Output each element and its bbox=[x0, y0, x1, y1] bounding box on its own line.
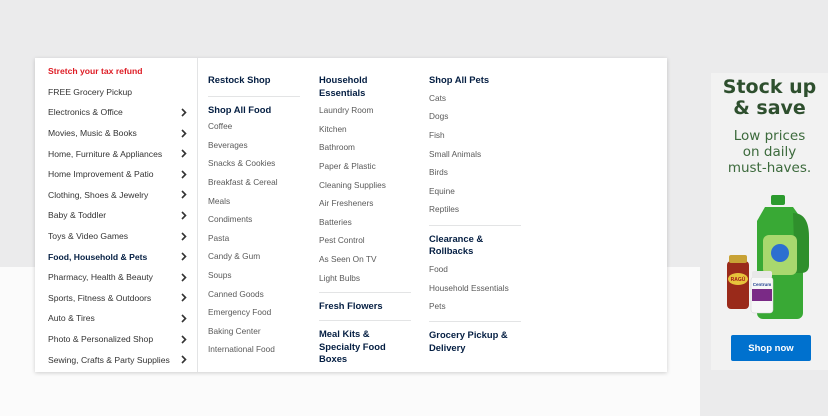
link-meals[interactable]: Meals bbox=[208, 195, 231, 206]
link-pasta[interactable]: Pasta bbox=[208, 232, 230, 243]
link-bathroom[interactable]: Bathroom bbox=[319, 142, 355, 153]
nav-item-label: Auto & Tires bbox=[48, 313, 95, 324]
nav-item-toys-and-video-games[interactable] bbox=[35, 226, 197, 247]
promo-ad[interactable] bbox=[711, 73, 828, 370]
link-reptiles[interactable]: Reptiles bbox=[429, 204, 459, 215]
nav-item-label: Sports, Fitness & Outdoors bbox=[48, 292, 152, 303]
nav-item-label: Photo & Personalized Shop bbox=[48, 334, 154, 345]
divider bbox=[208, 96, 300, 97]
sauce-jar-text: RAGÚ bbox=[730, 277, 746, 283]
divider bbox=[319, 292, 411, 293]
chevron-right-icon bbox=[180, 107, 188, 117]
shop-all-pets-heading[interactable]: Shop All Pets bbox=[429, 74, 490, 85]
link-paper-and-plastic[interactable]: Paper & Plastic bbox=[319, 161, 376, 172]
nav-item-pharmacy-health-and-beauty[interactable] bbox=[35, 267, 197, 288]
fresh-flowers-heading[interactable]: Fresh Flowers bbox=[319, 299, 383, 311]
divider bbox=[429, 321, 521, 322]
link-coffee[interactable]: Coffee bbox=[208, 121, 233, 132]
ad-sub-line-3: must-haves. bbox=[727, 160, 812, 176]
chevron-right-icon bbox=[180, 169, 188, 179]
column-pets bbox=[429, 58, 521, 354]
ad-headline bbox=[711, 77, 828, 119]
nav-item-home-furniture-and-appliances[interactable] bbox=[35, 143, 197, 164]
divider bbox=[319, 320, 411, 321]
link-as-seen-on-tv[interactable]: As Seen On TV bbox=[319, 254, 377, 265]
ad-headline-line-1: Stock up bbox=[722, 76, 817, 98]
clearance-links bbox=[429, 260, 521, 316]
household-essentials-heading[interactable]: Household Essentials bbox=[319, 74, 368, 98]
ad-sub-line-1: Low prices bbox=[733, 128, 806, 144]
sauce-jar-lid bbox=[729, 255, 747, 263]
shop-now-button[interactable]: Shop now bbox=[731, 335, 811, 361]
nav-item-auto-and-tires[interactable] bbox=[35, 308, 197, 329]
vitamin-bottle-label bbox=[752, 289, 772, 301]
nav-item-food-household-and-pets[interactable] bbox=[35, 246, 197, 267]
link-air-fresheners[interactable]: Air Fresheners bbox=[319, 198, 374, 209]
link-cats[interactable]: Cats bbox=[429, 92, 447, 103]
nav-item-label: Baby & Toddler bbox=[48, 210, 107, 221]
nav-item-stretch-your-tax-refund[interactable] bbox=[35, 61, 197, 82]
shop-all-food-heading[interactable]: Shop All Food bbox=[208, 103, 272, 115]
vitamin-bottle-text: Centrum bbox=[752, 282, 772, 287]
link-candy-and-gum[interactable]: Candy & Gum bbox=[208, 251, 261, 262]
vitamin-bottle-cap bbox=[752, 271, 772, 278]
nav-item-label: Home, Furniture & Appliances bbox=[48, 148, 163, 159]
brand-badge bbox=[771, 244, 789, 262]
menu-columns bbox=[198, 58, 817, 372]
nav-item-label: Movies, Music & Books bbox=[48, 128, 137, 139]
departments-menu bbox=[35, 58, 817, 372]
nav-item-label: Clothing, Shoes & Jewelry bbox=[48, 189, 149, 200]
link-equine[interactable]: Equine bbox=[429, 185, 455, 196]
link-beverages[interactable]: Beverages bbox=[208, 139, 248, 150]
clearance-rollbacks-heading[interactable]: Clearance & Rollbacks bbox=[429, 232, 484, 257]
nav-item-clothing-shoes-and-jewelry[interactable] bbox=[35, 185, 197, 206]
chevron-right-icon bbox=[180, 313, 188, 323]
restock-shop-heading[interactable]: Restock Shop bbox=[208, 74, 271, 85]
food-links bbox=[208, 117, 300, 359]
link-household-essentials[interactable]: Household Essentials bbox=[429, 282, 509, 293]
chevron-right-icon bbox=[180, 293, 188, 303]
link-international-food[interactable]: International Food bbox=[208, 344, 275, 355]
ad-sub-line-2: on daily bbox=[742, 144, 797, 160]
chevron-right-icon bbox=[180, 210, 188, 220]
chevron-right-icon bbox=[180, 128, 188, 138]
chevron-right-icon bbox=[180, 149, 188, 159]
link-canned-goods[interactable]: Canned Goods bbox=[208, 288, 264, 299]
link-laundry-room[interactable]: Laundry Room bbox=[319, 105, 374, 116]
left-nav bbox=[35, 58, 198, 372]
link-soups[interactable]: Soups bbox=[208, 270, 232, 281]
link-light-bulbs[interactable]: Light Bulbs bbox=[319, 272, 361, 283]
link-baking-center[interactable]: Baking Center bbox=[208, 325, 261, 336]
chevron-right-icon bbox=[180, 231, 188, 241]
nav-item-sports-fitness-and-outdoors[interactable] bbox=[35, 288, 197, 309]
meal-kits-heading[interactable]: Meal Kits & Specialty Food Boxes bbox=[319, 328, 386, 365]
ad-subheadline bbox=[711, 128, 828, 176]
link-emergency-food[interactable]: Emergency Food bbox=[208, 307, 272, 318]
column-food bbox=[208, 58, 300, 359]
link-pets[interactable]: Pets bbox=[429, 301, 446, 312]
nav-item-sewing-crafts-and-party-supplies[interactable] bbox=[35, 349, 197, 370]
nav-item-baby-and-toddler[interactable] bbox=[35, 205, 197, 226]
pet-links bbox=[429, 89, 521, 219]
nav-item-home-improvement-and-patio[interactable] bbox=[35, 164, 197, 185]
link-kitchen[interactable]: Kitchen bbox=[319, 123, 347, 134]
link-birds[interactable]: Birds bbox=[429, 167, 448, 178]
link-small-animals[interactable]: Small Animals bbox=[429, 148, 482, 159]
nav-item-label: Pharmacy, Health & Beauty bbox=[48, 272, 153, 283]
nav-item-label: Electronics & Office bbox=[48, 107, 123, 118]
link-dogs[interactable]: Dogs bbox=[429, 111, 449, 122]
nav-item-free-grocery-pickup[interactable] bbox=[35, 82, 197, 103]
chevron-right-icon bbox=[180, 252, 188, 262]
product-image bbox=[721, 191, 826, 331]
nav-item-movies-music-and-books[interactable] bbox=[35, 123, 197, 144]
link-food[interactable]: Food bbox=[429, 263, 448, 274]
chevron-right-icon bbox=[180, 272, 188, 282]
nav-item-label: FREE Grocery Pickup bbox=[48, 86, 133, 97]
grocery-pickup-heading[interactable]: Grocery Pickup & Delivery bbox=[429, 329, 508, 353]
nav-item-label: Stretch your tax refund bbox=[48, 66, 143, 77]
link-condiments[interactable]: Condiments bbox=[208, 214, 253, 225]
household-links bbox=[319, 101, 411, 287]
nav-item-label: Food, Household & Pets bbox=[48, 251, 148, 262]
link-snacks-and-cookies[interactable]: Snacks & Cookies bbox=[208, 158, 276, 169]
chevron-right-icon bbox=[180, 190, 188, 200]
ad-headline-line-2: & save bbox=[733, 97, 806, 119]
link-batteries[interactable]: Batteries bbox=[319, 216, 352, 227]
column-household bbox=[319, 58, 411, 366]
jug-cap bbox=[771, 195, 785, 205]
chevron-right-icon bbox=[180, 334, 188, 344]
nav-item-label: Toys & Video Games bbox=[48, 231, 129, 242]
nav-item-label: Home Improvement & Patio bbox=[48, 169, 154, 180]
link-breakfast-and-cereal[interactable]: Breakfast & Cereal bbox=[208, 177, 278, 188]
nav-item-electronics-and-office[interactable] bbox=[35, 102, 197, 123]
link-pest-control[interactable]: Pest Control bbox=[319, 235, 365, 246]
chevron-right-icon bbox=[180, 355, 188, 365]
link-fish[interactable]: Fish bbox=[429, 129, 445, 140]
divider bbox=[429, 225, 521, 226]
nav-item-photo-and-personalized-shop[interactable] bbox=[35, 329, 197, 350]
link-cleaning-supplies[interactable]: Cleaning Supplies bbox=[319, 179, 386, 190]
nav-item-label: Sewing, Crafts & Party Supplies bbox=[48, 354, 170, 365]
